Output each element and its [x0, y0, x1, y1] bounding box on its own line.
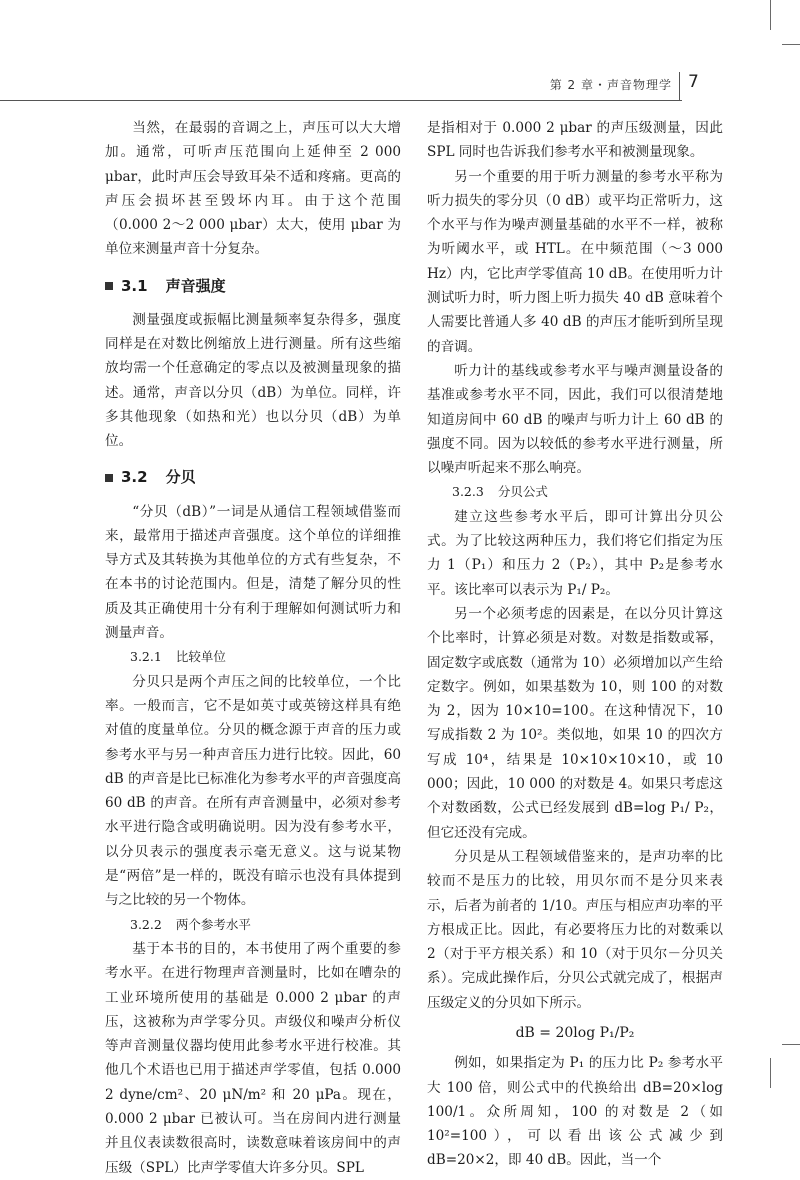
section-heading [105, 466, 401, 490]
square-bullet-icon [105, 474, 113, 482]
paragraph: 分贝是从工程领域借鉴来的，是声功率的比较而不是压力的比较，用贝尔而不是分贝来表示，后者为前者的 1/10。声压与相应声功率的平方根成正比。因此，有必要将压力比的对数乘以 2（对于平方根关系）和 10（对于贝尔－分贝关系）。完成此操作后，分贝公式就完成了，根据声压级定义的分贝如下所示。 [427, 848, 723, 1011]
header-rule [0, 100, 682, 101]
section-title: 声音强度 [165, 276, 226, 295]
right-column [427, 116, 723, 1173]
paragraph: 另一个重要的用于听力测量的参考水平称为听力损失的零分贝（0 dB）或平均正常听力，这个水平与作为噪声测量基础的水平不一样，被称为听阈水平，或 HTL。在中频范围（～3 000 Hz）内，它比声学零值高 10 dB。在使用听力计测试听力时，听力图上听力损失 40 dB 意味着个人需要比普通人多 40 dB 的声压才能听到所呈现的音调。 [427, 168, 723, 355]
section-title: 分贝 [165, 468, 196, 487]
header-separator [679, 72, 680, 100]
page-number: 7 [688, 72, 699, 92]
subsection-heading [105, 913, 401, 937]
section-heading [105, 274, 401, 298]
subsection-heading [105, 645, 401, 669]
paragraph: 基于本书的目的，本书使用了两个重要的参考水平。在进行物理声音测量时，比如在嘈杂的工业环境所使用的基础是 0.000 2 μbar 的声压，这被称为声学零分贝。声级仪和噪声分析仪等声音测量仪器均使用此参考水平进行校准。其他几个术语也已用于描述声学零值，包括 0.000 2 dyne/cm²、20 μN/m² 和 20 μPa。现在，0.000 2 μbar 已被认可。当在房间内进行测量并且仪表读数很高时，读数意味着该房间中的声压级（SPL）比声学零值大许多分贝。SPL [105, 940, 401, 1176]
subsection-number: 3.2.3 [452, 484, 484, 500]
subsection-title: 分贝公式 [497, 484, 548, 500]
section-number: 3.2 [121, 468, 148, 487]
paragraph: 另一个必须考虑的因素是，在以分贝计算这个比率时，计算必须是对数。对数是指数或幂，固定数字或底数（通常为 10）必须增加以产生给定数字。例如，如果基数为 10，则 100 的对数为 2，因为 10×10=100。在这种情况下，10 写成指数 2 为 10²。类似地，如果 10 的四次方写成 10⁴，结果是 10×10×10×10，或 10 000；因此，10 000 的对数是 4。如果只考虑这个对数函数，公式已经发展到 dB=log P₁/ P₂，但它还没有完成。 [427, 605, 723, 841]
paragraph: 是指相对于 0.000 2 μbar 的声压级测量，因此 SPL 同时也告诉我们参考水平和被测量现象。 [427, 120, 723, 161]
crop-mark-top [770, 0, 771, 30]
section-number: 3.1 [121, 276, 148, 295]
equation: dB = 20log P₁/P₂ [515, 1024, 635, 1041]
crop-mark-bottom-right [782, 1044, 800, 1045]
subsection-title: 比较单位 [175, 649, 226, 665]
paragraph: “分贝（dB）”一词是从通信工程领域借鉴而来，最常用于描述声音强度。这个单位的详细推导方式及其转换为其他单位的方式有些复杂，不在本书的讨论范围内。但是，清楚了解分贝的性质及其正确使用十分有利于理解如何测试听力和测量声音。 [105, 503, 401, 642]
paragraph: 例如，如果指定为 P₁ 的压力比 P₂ 参考水平大 100 倍，则公式中的代换给出 dB=20×log 100/1。众所周知，100 的对数是 2（如 10²=100），可以看出该公式减少到 dB=20×2，即 40 dB。因此，当一个 [427, 1055, 723, 1169]
paragraph: 当然，在最弱的音调之上，声压可以大大增加。通常，可听声压范围向上延伸至 2 000 μbar，此时声压会导致耳朵不适和疼痛。更高的声压会损坏甚至毁坏内耳。由于这个范围（0.000 2～2 000 μbar）太大，使用 μbar 为单位来测量声音十分复杂。 [105, 120, 401, 258]
square-bullet-icon [105, 282, 113, 290]
crop-mark-right [782, 44, 800, 45]
running-header [0, 72, 800, 102]
left-column [105, 116, 401, 1180]
crop-mark-bottom [770, 1058, 771, 1088]
paragraph: 听力计的基线或参考水平与噪声测量设备的基准或参考水平不同，因此，我们可以很清楚地知道房间中 60 dB 的噪声与听力计上 60 dB 的强度不同。因为以较低的参考水平进行测量，所以噪声听起来不那么响亮。 [427, 362, 723, 477]
subsection-heading [427, 480, 723, 504]
paragraph: 分贝只是两个声压之间的比较单位，一个比率。一般而言，它不是如英寸或英镑这样具有绝对值的度量单位。分贝的概念源于声音的压力或参考水平与另一种声音压力进行比较。因此，60 dB 的声音是比已标准化为参考水平的声音强度高 60 dB 的声音。在所有声音测量中，必须对参考水平进行隐含或明确说明。因为没有参考水平，以分贝表示的强度表示毫无意义。这与说某物是“两倍”是一样的，既没有暗示也没有具体提到与之比较的另一个物体。 [105, 673, 401, 909]
paragraph: 测量强度或振幅比测量频率复杂得多，强度同样是在对数比例缩放上进行测量。所有这些缩放均需一个任意确定的零点以及被测量现象的描述。通常，声音以分贝（dB）为单位。同样，许多其他现象（如热和光）也以分贝（dB）为单位。 [105, 311, 401, 450]
subsection-number: 3.2.1 [130, 649, 162, 665]
paragraph: 建立这些参考水平后，即可计算出分贝公式。为了比较这两种压力，我们将它们指定为压力 1（P₁）和压力 2（P₂），其中 P₂是参考水平。该比率可以表示为 P₁/ P₂。 [427, 508, 723, 598]
chapter-title: 第 2 章・声音物理学 [549, 78, 672, 92]
subsection-title: 两个参考水平 [175, 916, 251, 932]
subsection-number: 3.2.2 [130, 916, 162, 932]
